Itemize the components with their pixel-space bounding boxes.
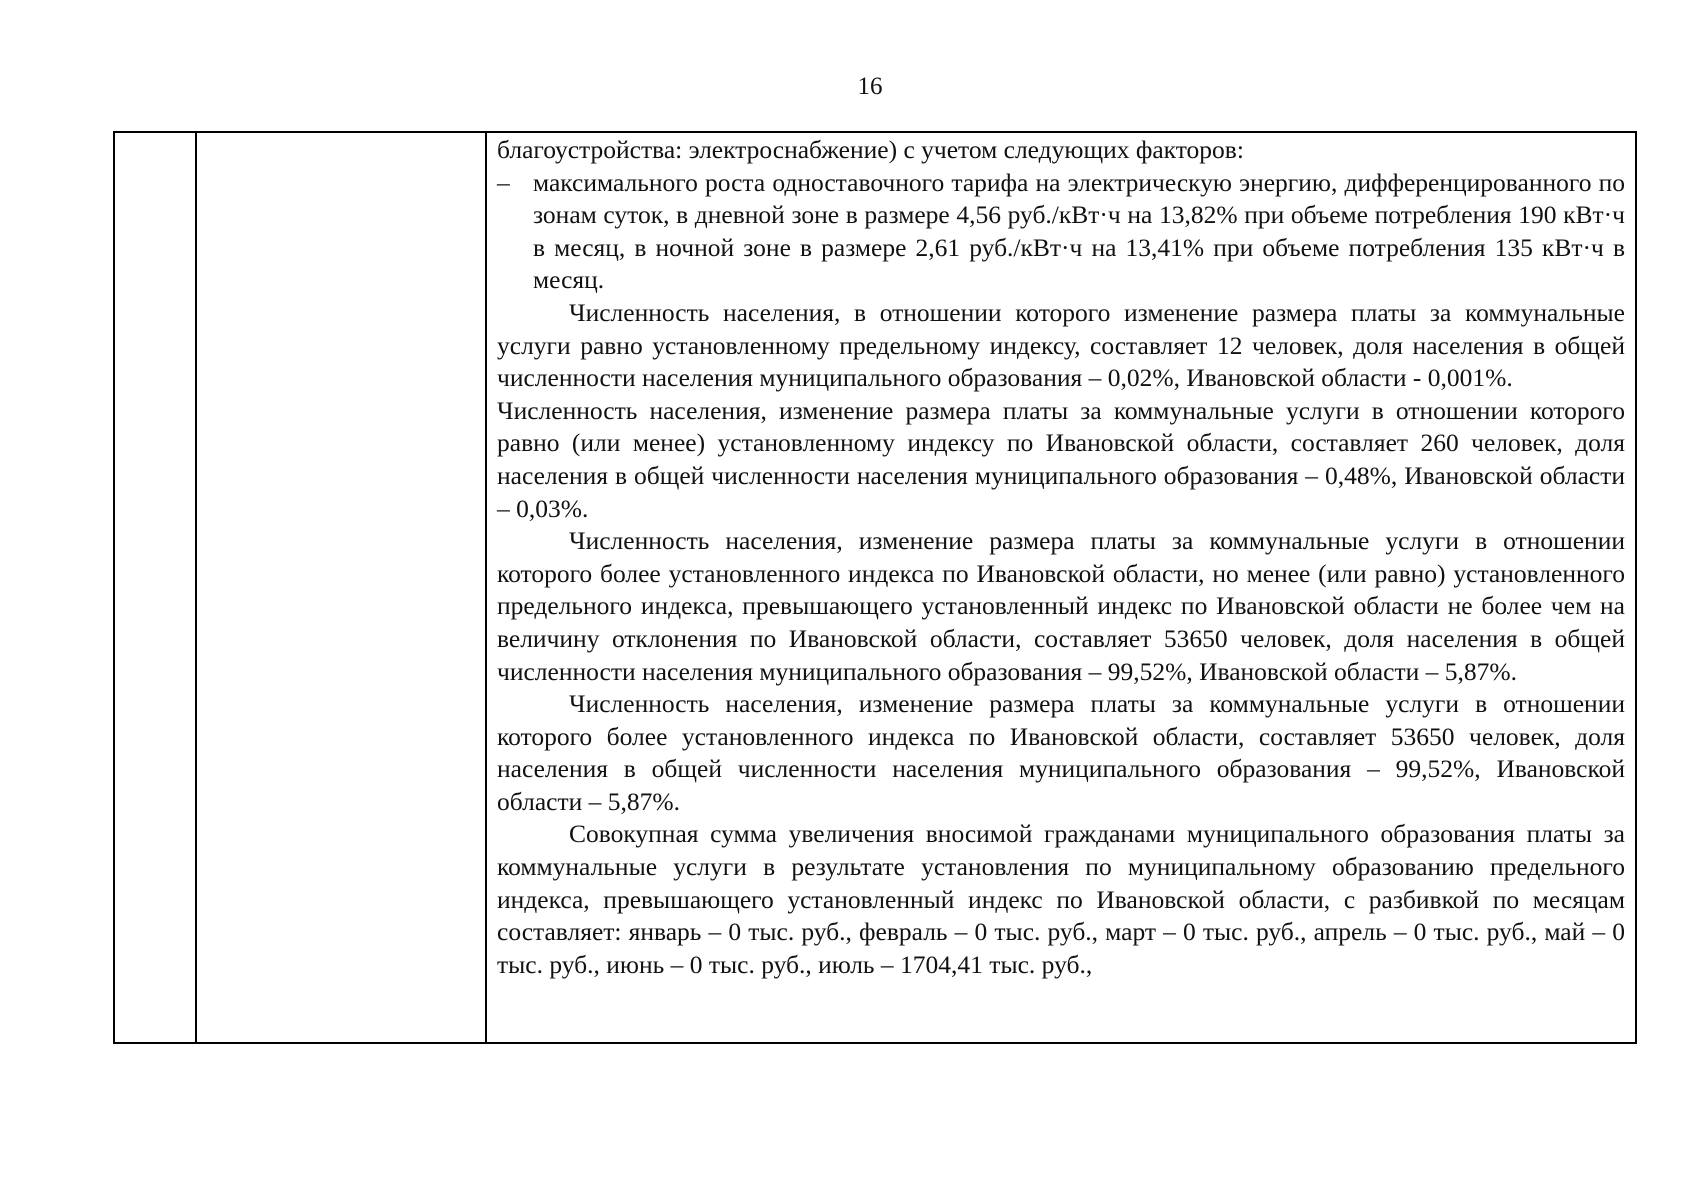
page-number: 16: [857, 73, 883, 100]
paragraph-2: Численность населения, изменение размера платы за коммунальные услуги в отношении которого равно (или менее) установленному индексу по Ивановской области, составляет 260 человек, доля населения в общей численности населения муниципального образования – 0,48%, Ивановской области – 0,03%.: [497, 395, 1625, 523]
bullet-dash: –: [497, 167, 510, 197]
bullet-text: максимального роста одноставочного тарифа на электрическую энергию, дифференцированного по зонам суток, в дневной зоне в размере 4,56 руб./кВт·ч на 13,82% при объеме потребления 190 кВт·ч в месяц, в ночной зоне в размере 2,61 руб./кВт·ч на 13,41% при объеме потребления 135 кВт·ч в месяц.: [533, 167, 1625, 295]
paragraph-5: Совокупная сумма увеличения вносимой гражданами муниципального образования платы за коммунальные услуги в результате установления по муниципальному образованию предельного индекса, превышающего установленный индекс по Ивановской области, с разбивкой по месяцам составляет: январь – 0 тыс. руб., февраль – 0 тыс. руб., март – 0 тыс. руб., апрель – 0 тыс. руб., май – 0 тыс. руб., июнь – 0 тыс. руб., июль – 1704,41 тыс. руб.,: [497, 819, 1625, 979]
document-table: [113, 131, 1637, 1044]
table-column-3-text: [487, 133, 1635, 1042]
intro-line: благоустройства: электроснабжение) с учетом следующих факторов:: [497, 135, 1244, 164]
table-column-2-empty: [197, 133, 487, 1042]
bullet-item: [497, 167, 1625, 297]
paragraph-1: Численность населения, в отношении которого изменение размера платы за коммунальные услуги равно установленному предельному индексу, составляет 12 человек, доля населения в общей численности населения муниципального образования – 0,02%, Ивановской области - 0,001%.: [497, 297, 1625, 393]
table-column-1-empty: [115, 133, 197, 1042]
paragraph-3: Численность населения, изменение размера платы за коммунальные услуги в отношении которого более установленного индекса по Ивановской области, но менее (или равно) установленного предельного индекса, превышающего установленный индекс по Ивановской области не более чем на величину отклонения по Ивановской области, составляет 53650 человек, доля населения в общей численности населения муниципального образования – 99,52%, Ивановской области – 5,87%.: [497, 526, 1625, 686]
paragraph-4: Численность населения, изменение размера платы за коммунальные услуги в отношении которого более установленного индекса по Ивановской области, составляет 53650 человек, доля населения в общей численности населения муниципального образования – 99,52%, Ивановской области – 5,87%.: [497, 689, 1625, 816]
